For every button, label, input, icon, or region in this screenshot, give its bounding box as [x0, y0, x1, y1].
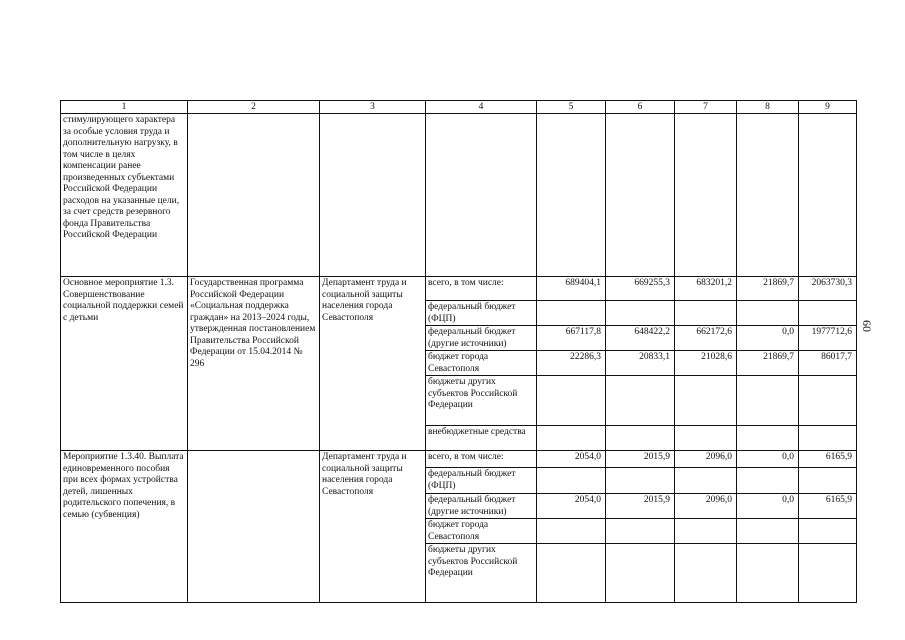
header-row — [61, 101, 857, 114]
page-number: 60 — [860, 320, 874, 332]
value-cell — [675, 426, 737, 451]
value-cell — [606, 544, 675, 603]
value-cell: 21869,7 — [737, 277, 799, 301]
value-cell — [737, 544, 799, 603]
column-header: 3 — [320, 101, 426, 114]
funding-source: бюджет города Севастополя — [426, 351, 537, 376]
value-cell — [537, 468, 606, 494]
value-cell: 667117,8 — [537, 326, 606, 351]
value-cell: 0,0 — [737, 451, 799, 468]
value-cell — [799, 376, 857, 426]
value-cell: 86017,7 — [799, 351, 857, 376]
funding-source: федеральный бюджет (другие источники) — [426, 326, 537, 351]
value-cell: 1977712,6 — [799, 326, 857, 351]
value-cell — [606, 376, 675, 426]
value-cell — [606, 426, 675, 451]
value-cell: 2054,0 — [537, 494, 606, 519]
value-cell: 2015,9 — [606, 451, 675, 468]
program-basis — [188, 451, 320, 603]
funding-source: федеральный бюджет (другие источники) — [426, 494, 537, 519]
funding-source: внебюджетные средства — [426, 426, 537, 451]
value-cell: 662172,6 — [675, 326, 737, 351]
value-cell — [737, 301, 799, 326]
funding-source: бюджеты других субъектов Российской Федерации — [426, 544, 537, 603]
value-cell — [675, 376, 737, 426]
value-cell — [606, 301, 675, 326]
value-cell — [799, 519, 857, 544]
measure-description: стимулирующего характера за особые условия труда и дополнительную нагрузку, в том числе в целях компенсации ранее произведенных субъектами Российской Федерации расходов на указанные цели, за счет средств резервного фонда Правительства Российской Федерации — [61, 114, 188, 277]
value-cell: 689404,1 — [537, 277, 606, 301]
value-cell — [537, 519, 606, 544]
column-header: 8 — [737, 101, 799, 114]
column-header: 1 — [61, 101, 188, 114]
value-cell: 669255,3 — [606, 277, 675, 301]
value-cell — [737, 519, 799, 544]
executor: Департамент труда и социальной защиты населения города Севастополя — [320, 451, 426, 603]
value-cell — [799, 468, 857, 494]
value-cell: 0,0 — [737, 326, 799, 351]
column-header: 7 — [675, 101, 737, 114]
value-cell — [537, 544, 606, 603]
funding-source: бюджет города Севастополя — [426, 519, 537, 544]
program-basis: Государственная программа Российской Федерации «Социальная поддержка граждан» на 2013–2024 годы, утвержденная постановлением Правительства Российской Федерации от 15.04.2014 № 296 — [188, 277, 320, 451]
value-cell — [675, 301, 737, 326]
measure-description: Основное мероприятие 1.3. Совершенствование социальной поддержки семей с детьми — [61, 277, 188, 451]
funding-source: всего, в том числе: — [426, 451, 537, 468]
value-cell — [737, 426, 799, 451]
value-cell: 6165,9 — [799, 451, 857, 468]
column-header: 5 — [537, 101, 606, 114]
funding-source: бюджеты других субъектов Российской Федерации — [426, 376, 537, 426]
funding-source: всего, в том числе: — [426, 277, 537, 301]
value-cell: 6165,9 — [799, 494, 857, 519]
value-cell — [799, 544, 857, 603]
value-cell — [675, 519, 737, 544]
table-row — [61, 114, 857, 277]
column-header: 9 — [799, 101, 857, 114]
table-row — [61, 451, 857, 468]
budget-table — [60, 100, 857, 603]
value-cell — [737, 468, 799, 494]
measure-description: Мероприятие 1.3.40. Выплата единовременного пособия при всех формах устройства детей, лишенных родительского попечения, в семью (субвенция) — [61, 451, 188, 603]
value-cell: 2096,0 — [675, 451, 737, 468]
column-header: 2 — [188, 101, 320, 114]
value-cell: 2063730,3 — [799, 277, 857, 301]
value-cell — [737, 376, 799, 426]
table-row — [61, 277, 857, 301]
value-cell: 2015,9 — [606, 494, 675, 519]
value-cell: 2054,0 — [537, 451, 606, 468]
value-cell: 0,0 — [737, 494, 799, 519]
value-cell — [537, 426, 606, 451]
value-cell — [799, 426, 857, 451]
value-cell — [537, 376, 606, 426]
value-cell: 2096,0 — [675, 494, 737, 519]
value-cell: 21028,6 — [675, 351, 737, 376]
column-header: 4 — [426, 101, 537, 114]
value-cell — [675, 544, 737, 603]
funding-source: федеральный бюджет (ФЦП) — [426, 301, 537, 326]
value-cell: 22286,3 — [537, 351, 606, 376]
funding-source: федеральный бюджет (ФЦП) — [426, 468, 537, 494]
executor: Департамент труда и социальной защиты населения города Севастополя — [320, 277, 426, 451]
value-cell — [537, 301, 606, 326]
value-cell: 683201,2 — [675, 277, 737, 301]
value-cell — [606, 519, 675, 544]
value-cell: 20833,1 — [606, 351, 675, 376]
value-cell: 21869,7 — [737, 351, 799, 376]
value-cell — [799, 301, 857, 326]
column-header: 6 — [606, 101, 675, 114]
value-cell: 648422,2 — [606, 326, 675, 351]
value-cell — [606, 468, 675, 494]
value-cell — [675, 468, 737, 494]
